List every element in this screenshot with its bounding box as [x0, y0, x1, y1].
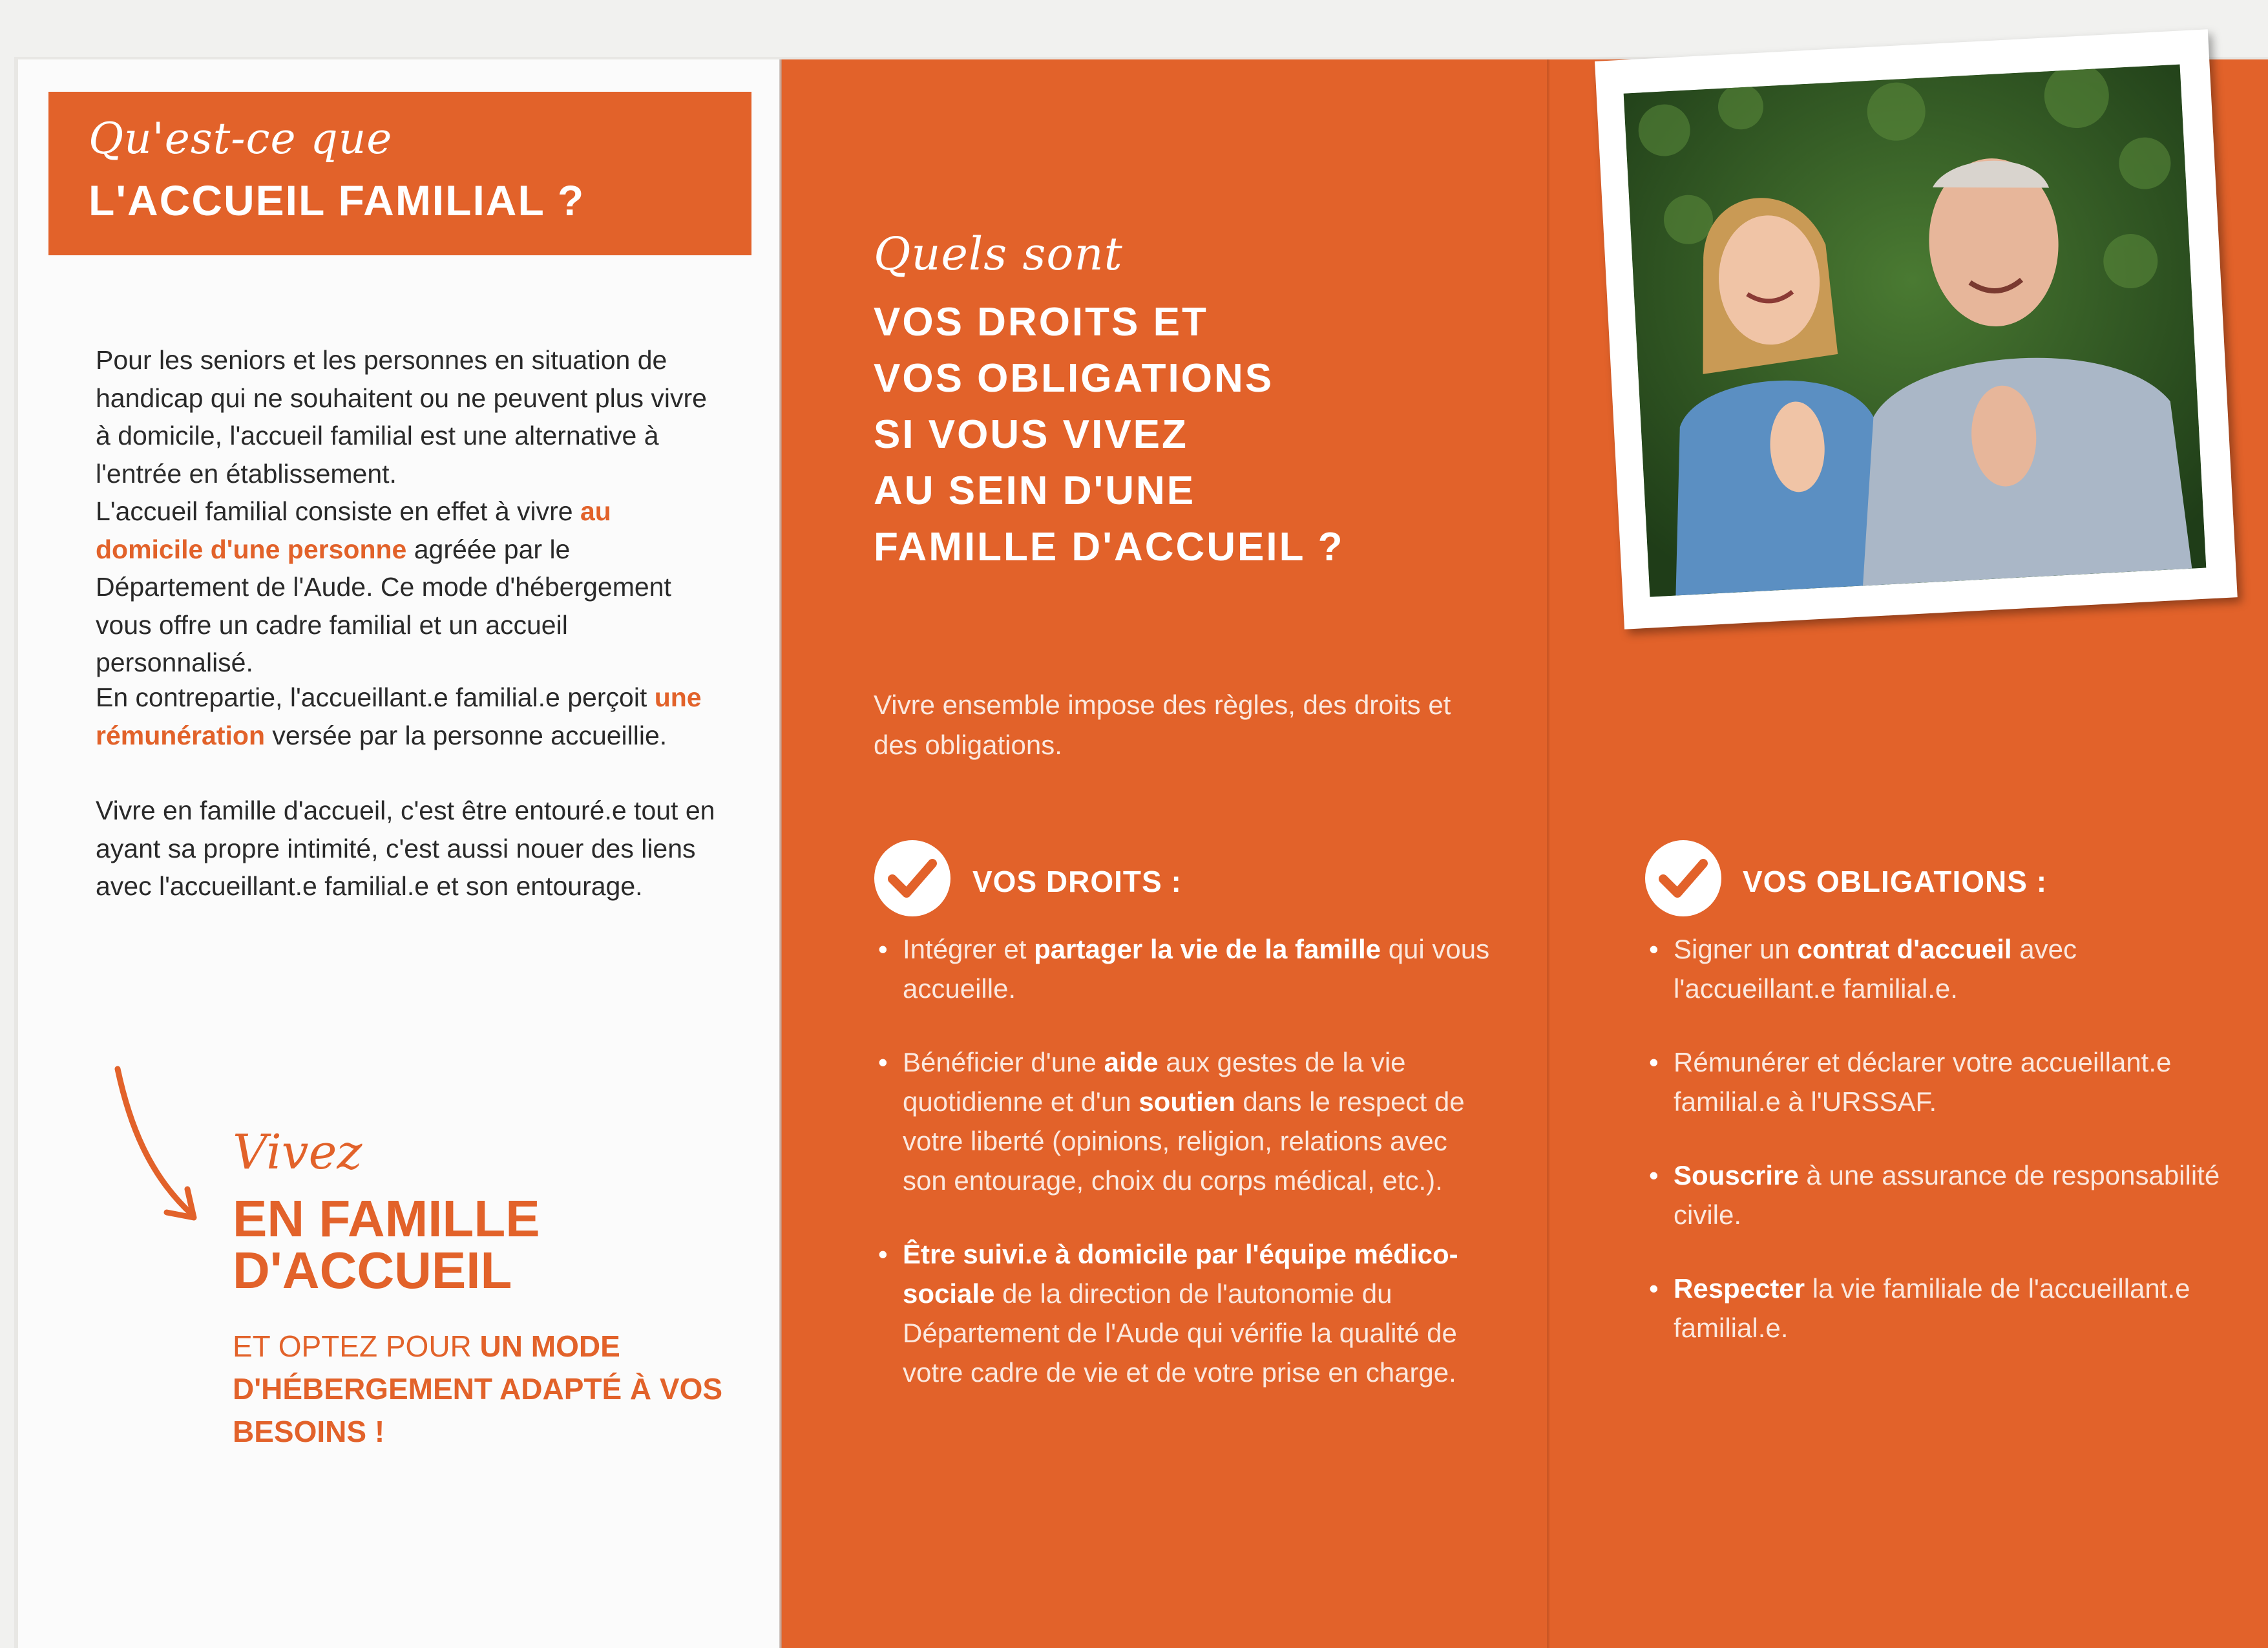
promo-sub-bold: UN MODE D'HÉBERGEMENT ADAPTÉ À VOS BESOINS ! [233, 1329, 723, 1448]
item-bold: Être suivi.e à domicile par l'équipe médico-sociale [903, 1239, 1458, 1309]
title-line: FAMILLE D'ACCUEIL ? [874, 525, 1345, 569]
rights-title: VOS DROITS : [972, 865, 1182, 898]
middle-intro: Vivre ensemble impose des règles, des droits et des obligations. [874, 690, 1451, 760]
middle-script: Quels sont [874, 227, 1123, 280]
middle-title [874, 294, 1455, 575]
rights-list [876, 929, 1496, 1426]
list-item [1646, 1156, 2228, 1234]
list-item [1646, 1042, 2228, 1121]
title-line: AU SEIN D'UNE [874, 469, 1196, 513]
item-text: Intégrer et [903, 934, 1034, 964]
title-line: VOS OBLIGATIONS [874, 356, 1274, 401]
photo-frame [1595, 29, 2238, 629]
header-band [48, 92, 751, 255]
intro-text-3: agréée par le Département de l'Aude. Ce mode d'hébergement vous offre un cadre familial et un accueil personnalisé. [96, 534, 671, 677]
promo-title-line: EN FAMILLE [233, 1190, 540, 1247]
item-bold: soutien [1139, 1086, 1235, 1117]
item-text: Signer un [1674, 934, 1798, 964]
photo-seniors [1624, 65, 2207, 597]
item-text: à une assurance de responsabilité civile. [1674, 1160, 2220, 1230]
checkmark-icon [874, 840, 950, 916]
checkmark-icon [1645, 840, 1721, 916]
item-text: dans le respect de votre liberté (opinions, religion, relations avec son entourage, choix du corps médical, etc.). [903, 1086, 1465, 1196]
photo-illustration [1624, 65, 2207, 597]
list-item [876, 1234, 1496, 1392]
remuneration-paragraph [96, 679, 716, 754]
list-item [876, 929, 1496, 1008]
item-text: aux gestes de la vie quotidienne et d'un [903, 1047, 1406, 1117]
intro-paragraph [96, 341, 716, 682]
header-title: L'ACCUEIL FAMILIAL ? [89, 176, 585, 224]
item-bold: contrat d'accueil [1797, 934, 2012, 964]
header-script: Qu'est-ce que [89, 114, 393, 164]
item-text: la vie familiale de l'accueillant.e familial.e. [1674, 1273, 2190, 1343]
obligations-title: VOS OBLIGATIONS : [1743, 865, 2048, 898]
obligations-list [1646, 929, 2228, 1382]
item-bold: partager la vie de la famille [1034, 934, 1381, 964]
highlight-text: une rémunération [96, 682, 702, 750]
arrow-icon [110, 1065, 207, 1233]
title-line: VOS DROITS ET [874, 300, 1208, 344]
item-text: Bénéficier d'une [903, 1047, 1104, 1077]
item-bold: Souscrire [1674, 1160, 1799, 1190]
item-text: Rémunérer et déclarer votre accueillant.e familial.e à l'URSSAF. [1674, 1047, 2172, 1117]
intro-text-2: L'accueil familial consiste en effet à vivre [96, 496, 580, 526]
item-text: de la direction de l'autonomie du Département de l'Aude qui vérifie la qualité de votre cadre de vie et de votre prise en charge. [903, 1278, 1457, 1388]
item-text: qui vous accueille. [903, 934, 1490, 1004]
list-item [1646, 929, 2228, 1008]
item-text: avec l'accueillant.e familial.e. [1674, 934, 2077, 1004]
remuneration-text: En contrepartie, l'accueillant.e familial.e perçoit [96, 682, 655, 712]
highlight-text: au domicile d'une personne [96, 496, 611, 564]
promo-script: Vivez [233, 1125, 362, 1180]
list-item [876, 1042, 1496, 1200]
title-line: SI VOUS VIVEZ [874, 412, 1188, 457]
item-bold: Respecter [1674, 1273, 1805, 1304]
item-bold: aide [1104, 1047, 1159, 1077]
list-item [1646, 1269, 2228, 1347]
promo-sub-text: ET OPTEZ POUR [233, 1329, 480, 1363]
promo-title [233, 1190, 685, 1299]
family-life-paragraph: Vivre en famille d'accueil, c'est être entouré.e tout en ayant sa propre intimité, c'est aussi nouer des liens avec l'accueillant.e familial.e et son entourage. [96, 796, 715, 901]
intro-text: Pour les seniors et les personnes en situation de handicap qui ne souhaitent ou ne peuvent plus vivre à domicile, l'accueil familial est une alternative à l'entrée en établissement. [96, 345, 707, 489]
promo-title-line: D'ACCUEIL [233, 1241, 512, 1299]
remuneration-text-2: versée par la personne accueillie. [265, 720, 667, 750]
promo-subtitle [233, 1325, 724, 1453]
